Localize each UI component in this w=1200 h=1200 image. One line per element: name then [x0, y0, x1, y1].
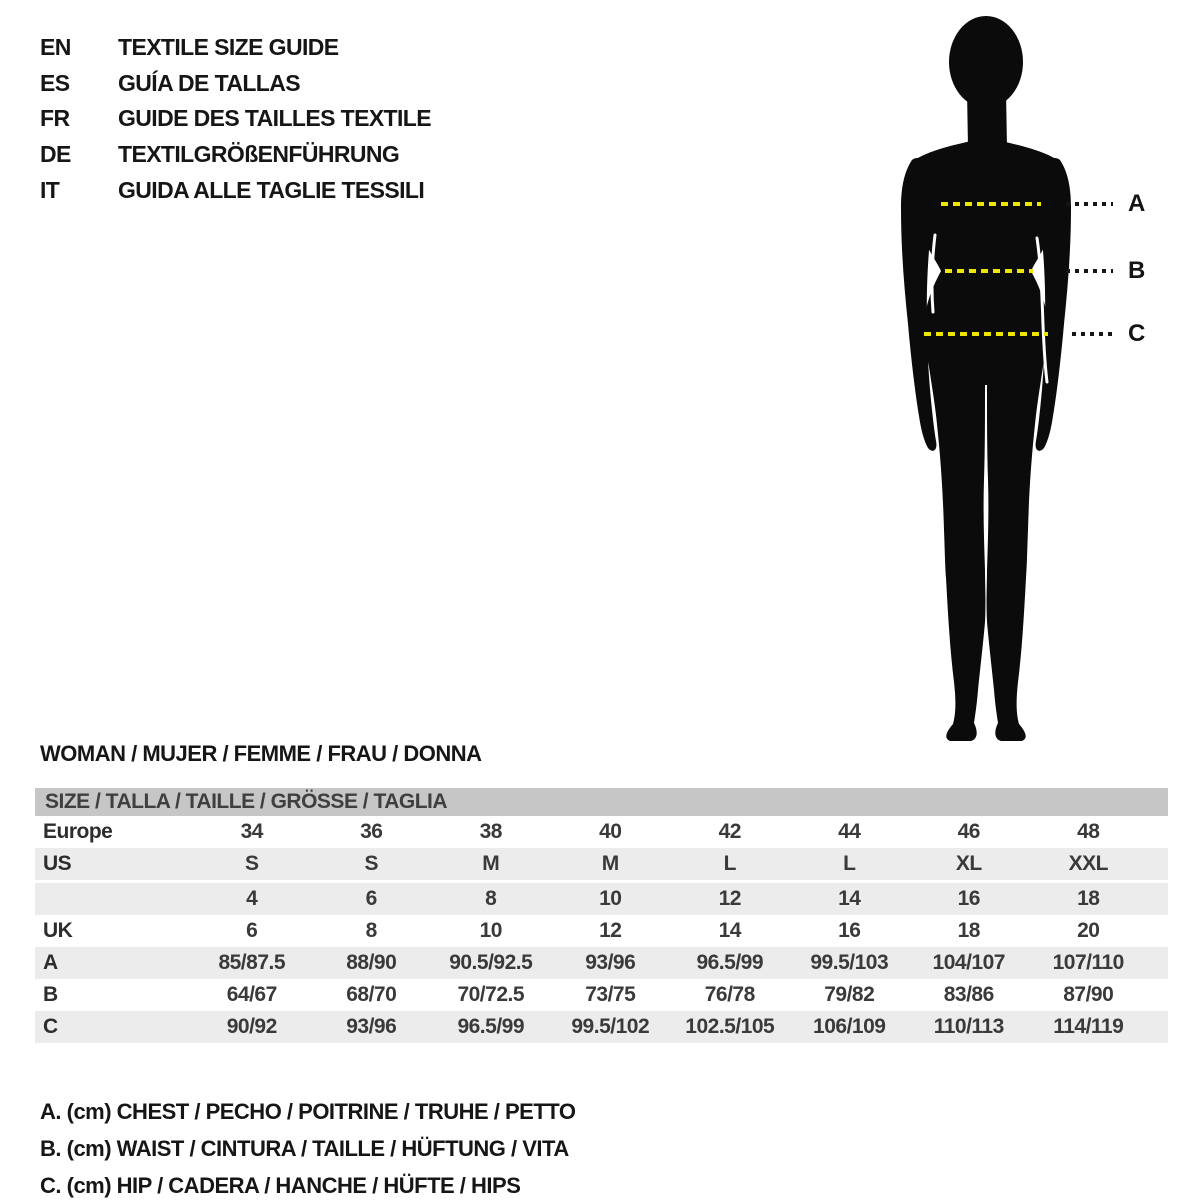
measure-label-a: A: [1128, 190, 1145, 217]
size-cell: 20: [1077, 919, 1100, 942]
size-cell: 36: [360, 820, 383, 843]
size-cell: 88/90: [346, 951, 397, 974]
size-cell: 79/82: [824, 983, 875, 1006]
chest-dashed-line: [941, 202, 1041, 206]
language-list: [40, 30, 431, 208]
hip-dashed-line: [924, 332, 1048, 336]
size-cell: 14: [718, 919, 741, 942]
size-cell: 46: [957, 820, 980, 843]
size-cell: 87/90: [1063, 983, 1114, 1006]
size-cell: 40: [599, 820, 622, 843]
size-cell: 18: [1029, 882, 1149, 916]
language-title: GUÍA DE TALLAS: [118, 69, 300, 96]
size-cell: 107/110: [1052, 951, 1124, 974]
size-cell: L: [723, 852, 736, 875]
language-row-en: [40, 30, 431, 66]
chest-dotted-leader: [1066, 202, 1113, 206]
legend-waist: B. (cm) WAIST / CINTURA / TAILLE / HÜFTUNG / VITA: [40, 1135, 569, 1161]
waist-dashed-line: [945, 269, 1033, 273]
row-label: US: [43, 852, 72, 875]
spacer-cell: [1148, 915, 1168, 947]
spacer-cell: [1148, 848, 1168, 882]
size-cell: 96.5/99: [696, 951, 764, 974]
table-row-us-numbers: [35, 882, 1168, 916]
size-cell: M: [601, 852, 619, 875]
size-cell: 76/78: [704, 983, 755, 1006]
language-code: IT: [40, 176, 60, 203]
language-title: TEXTILGRÖßENFÜHRUNG: [118, 141, 400, 168]
size-cell: 110/113: [933, 1015, 1004, 1038]
size-cell: 6: [312, 882, 432, 916]
size-cell: 34: [240, 820, 263, 843]
size-cell: L: [843, 852, 856, 875]
language-code: EN: [40, 34, 71, 61]
size-cell: 99.5/102: [571, 1015, 650, 1038]
measure-label-c: C: [1128, 320, 1145, 347]
table-row-hip: [35, 1011, 1168, 1043]
size-cell: 12: [670, 882, 790, 916]
size-cell: M: [482, 852, 500, 875]
size-cell: 16: [909, 882, 1029, 916]
language-title: GUIDA ALLE TAGLIE TESSILI: [118, 176, 425, 203]
size-cell: 90.5/92.5: [449, 951, 533, 974]
table-row-europe: [35, 816, 1168, 848]
size-cell: 10: [479, 919, 502, 942]
legend-hip: C. (cm) HIP / CADERA / HANCHE / HÜFTE / HIPS: [40, 1172, 521, 1198]
size-cell: XXL: [1068, 852, 1108, 875]
size-cell: 6: [246, 919, 258, 942]
row-label: C: [43, 1015, 58, 1038]
size-cell: 8: [365, 919, 377, 942]
woman-silhouette: [855, 10, 1115, 745]
size-cell: 106/109: [813, 1015, 886, 1038]
size-cell: 83/86: [943, 983, 994, 1006]
size-cell: 85/87.5: [218, 951, 286, 974]
language-title: GUIDE DES TAILLES TEXTILE: [118, 105, 431, 132]
size-cell: 12: [599, 919, 622, 942]
size-table: [35, 788, 1168, 1043]
spacer-cell: [1148, 979, 1168, 1011]
table-row-waist: [35, 979, 1168, 1011]
spacer-cell: [1148, 1011, 1168, 1043]
size-cell: 42: [718, 820, 741, 843]
size-table-header: SIZE / TALLA / TAILLE / GRÖSSE / TAGLIA: [35, 788, 1168, 816]
size-cell: 99.5/103: [810, 951, 889, 974]
row-label: [35, 882, 192, 916]
language-row-es: [40, 66, 431, 102]
size-cell: 114/119: [1053, 1015, 1124, 1038]
size-cell: 96.5/99: [457, 1015, 525, 1038]
spacer-cell: [1148, 882, 1168, 916]
size-cell: 48: [1077, 820, 1100, 843]
silhouette-left-leg: [925, 338, 985, 741]
size-cell: 64/67: [226, 983, 277, 1006]
language-row-de: [40, 137, 431, 173]
size-cell: XL: [955, 852, 982, 875]
size-cell: 70/72.5: [457, 983, 525, 1006]
size-cell: S: [364, 852, 378, 875]
waist-dotted-leader: [1066, 269, 1113, 273]
silhouette-neck: [967, 90, 1007, 148]
size-cell: 102.5/105: [685, 1015, 775, 1038]
size-cell: 8: [431, 882, 551, 916]
size-cell: 44: [838, 820, 861, 843]
language-title: TEXTILE SIZE GUIDE: [118, 34, 339, 61]
size-cell: 104/107: [932, 951, 1005, 974]
size-cell: 93/96: [346, 1015, 397, 1038]
row-label: A: [43, 951, 58, 974]
size-cell: 4: [192, 882, 312, 916]
spacer-cell: [1148, 947, 1168, 979]
table-row-chest: [35, 947, 1168, 979]
size-cell: S: [244, 852, 259, 875]
size-cell: 90/92: [226, 1015, 277, 1038]
table-row-us-letters: [35, 848, 1168, 882]
size-cell: 73/75: [585, 983, 636, 1006]
gender-heading: WOMAN / MUJER / FEMME / FRAU / DONNA: [40, 741, 482, 766]
silhouette-right-leg: [987, 338, 1047, 741]
language-code: FR: [40, 105, 70, 132]
row-label: B: [43, 983, 58, 1006]
size-cell: 93/96: [585, 951, 636, 974]
language-code: ES: [40, 69, 70, 96]
language-row-fr: [40, 101, 431, 137]
row-label: UK: [43, 919, 73, 942]
row-label: Europe: [43, 820, 113, 843]
language-row-it: [40, 172, 431, 208]
legend-chest: A. (cm) CHEST / PECHO / POITRINE / TRUHE / PETTO: [40, 1098, 576, 1124]
size-cell: 18: [957, 919, 980, 942]
table-row-uk: [35, 915, 1168, 947]
size-cell: 16: [838, 919, 861, 942]
language-code: DE: [40, 141, 71, 168]
size-cell: 10: [551, 882, 671, 916]
measurement-legend: [40, 1093, 575, 1200]
measure-label-b: B: [1128, 257, 1145, 284]
size-table-header-row: [35, 788, 1168, 816]
hip-dotted-leader: [1072, 332, 1113, 336]
spacer-cell: [1148, 816, 1168, 848]
size-cell: 14: [790, 882, 910, 916]
size-cell: 68/70: [346, 983, 397, 1006]
size-cell: 38: [479, 820, 502, 843]
